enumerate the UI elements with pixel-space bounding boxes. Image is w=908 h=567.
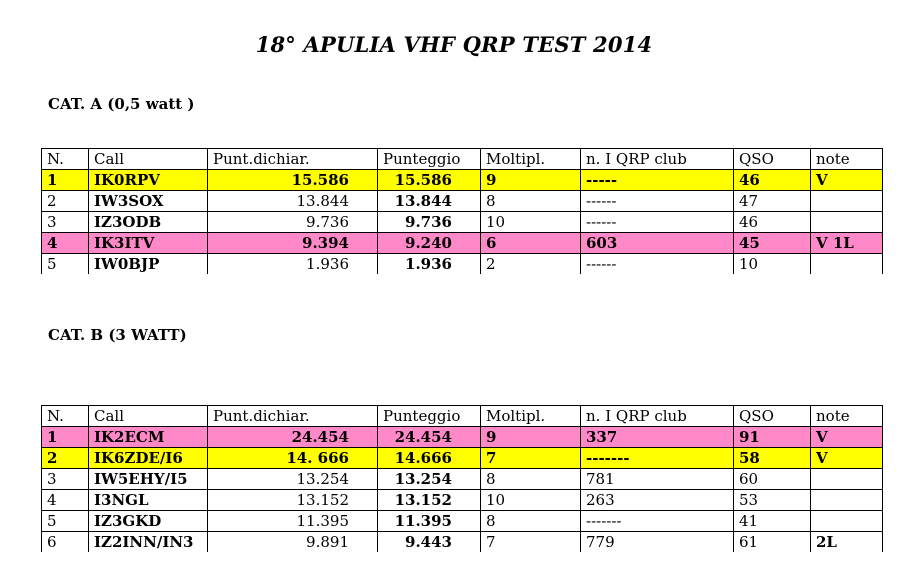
- cell-punt-dichiar: 13.844: [208, 191, 378, 212]
- cell-qrp-club: 603: [581, 233, 734, 254]
- cell-punt-dichiar: 1.936: [208, 254, 378, 275]
- table-row: [42, 448, 883, 469]
- cell-punteggio: 15.586: [378, 170, 481, 191]
- cell-note: V: [811, 170, 883, 191]
- cell-qso: 91: [734, 427, 811, 448]
- header-punt-dichiar: Punt.dichiar.: [208, 149, 378, 170]
- cell-qrp-club: -------: [581, 448, 734, 469]
- cell-punteggio: 24.454: [378, 427, 481, 448]
- cell-moltipl: 10: [481, 490, 581, 511]
- cell-punteggio: 9.240: [378, 233, 481, 254]
- cell-punteggio: 11.395: [378, 511, 481, 532]
- cell-moltipl: 8: [481, 511, 581, 532]
- cell-note: [811, 469, 883, 490]
- cell-punt-dichiar: 15.586: [208, 170, 378, 191]
- cell-punt-dichiar: 13.254: [208, 469, 378, 490]
- cell-note: [811, 191, 883, 212]
- cell-qso: 58: [734, 448, 811, 469]
- header-punteggio: Punteggio: [378, 406, 481, 427]
- cell-qrp-club: 779: [581, 532, 734, 553]
- cell-punteggio: 9.443: [378, 532, 481, 553]
- table-row: [42, 469, 883, 490]
- cell-qso: 41: [734, 511, 811, 532]
- cell-moltipl: 8: [481, 469, 581, 490]
- table-row: [42, 233, 883, 254]
- table-header-row: [42, 406, 883, 427]
- header-call: Call: [89, 406, 208, 427]
- category-b-body: [42, 406, 883, 553]
- cell-punt-dichiar: 9.394: [208, 233, 378, 254]
- header-punteggio: Punteggio: [378, 149, 481, 170]
- cell-qso: 61: [734, 532, 811, 553]
- header-call: Call: [89, 149, 208, 170]
- header-qso: QSO: [734, 406, 811, 427]
- cell-n: 4: [42, 233, 89, 254]
- header-note: note: [811, 406, 883, 427]
- cell-punt-dichiar: 9.891: [208, 532, 378, 553]
- cell-call: IK6ZDE/I6: [89, 448, 208, 469]
- header-qrp-club: n. I QRP club: [581, 406, 734, 427]
- cell-qso: 46: [734, 212, 811, 233]
- cell-call: IZ3GKD: [89, 511, 208, 532]
- cell-qrp-club: -----: [581, 170, 734, 191]
- table-row: [42, 532, 883, 553]
- cell-n: 5: [42, 511, 89, 532]
- cell-punteggio: 13.844: [378, 191, 481, 212]
- cell-moltipl: 7: [481, 532, 581, 553]
- cell-qrp-club: 263: [581, 490, 734, 511]
- table-row: [42, 490, 883, 511]
- header-n: N.: [42, 406, 89, 427]
- cell-n: 2: [42, 191, 89, 212]
- cell-qrp-club: 337: [581, 427, 734, 448]
- cell-punteggio: 13.152: [378, 490, 481, 511]
- table-row: [42, 170, 883, 191]
- header-note: note: [811, 149, 883, 170]
- cell-call: I3NGL: [89, 490, 208, 511]
- cell-call: IZ3ODB: [89, 212, 208, 233]
- cell-n: 5: [42, 254, 89, 275]
- cell-call: IZ2INN/IN3: [89, 532, 208, 553]
- cell-punt-dichiar: 14. 666: [208, 448, 378, 469]
- cell-moltipl: 8: [481, 191, 581, 212]
- cell-n: 1: [42, 170, 89, 191]
- cell-note: V 1L: [811, 233, 883, 254]
- cell-call: IW0BJP: [89, 254, 208, 275]
- cell-call: IK0RPV: [89, 170, 208, 191]
- cell-moltipl: 2: [481, 254, 581, 275]
- cell-note: [811, 511, 883, 532]
- cell-qrp-club: ------: [581, 212, 734, 233]
- cell-qrp-club: ------: [581, 191, 734, 212]
- cell-call: IW5EHY/I5: [89, 469, 208, 490]
- cell-punt-dichiar: 11.395: [208, 511, 378, 532]
- cell-moltipl: 7: [481, 448, 581, 469]
- cell-call: IK3ITV: [89, 233, 208, 254]
- cell-punt-dichiar: 24.454: [208, 427, 378, 448]
- cell-qso: 45: [734, 233, 811, 254]
- header-qrp-club: n. I QRP club: [581, 149, 734, 170]
- category-b-heading: CAT. B (3 WATT): [48, 326, 187, 344]
- cell-qso: 60: [734, 469, 811, 490]
- cell-qso: 10: [734, 254, 811, 275]
- cell-punteggio: 1.936: [378, 254, 481, 275]
- cell-qso: 47: [734, 191, 811, 212]
- table-row: [42, 254, 883, 275]
- cell-qso: 53: [734, 490, 811, 511]
- header-n: N.: [42, 149, 89, 170]
- cell-punteggio: 13.254: [378, 469, 481, 490]
- cell-n: 3: [42, 469, 89, 490]
- table-row: [42, 191, 883, 212]
- cell-qrp-club: -------: [581, 511, 734, 532]
- cell-punt-dichiar: 9.736: [208, 212, 378, 233]
- cell-note: [811, 490, 883, 511]
- cell-call: IK2ECM: [89, 427, 208, 448]
- cell-qso: 46: [734, 170, 811, 191]
- table-row: [42, 212, 883, 233]
- header-moltipl: Moltipl.: [481, 406, 581, 427]
- cell-punteggio: 14.666: [378, 448, 481, 469]
- cell-n: 4: [42, 490, 89, 511]
- cell-moltipl: 9: [481, 427, 581, 448]
- table-row: [42, 427, 883, 448]
- cell-note: V: [811, 448, 883, 469]
- cell-n: 1: [42, 427, 89, 448]
- cell-punteggio: 9.736: [378, 212, 481, 233]
- cell-n: 3: [42, 212, 89, 233]
- cell-moltipl: 10: [481, 212, 581, 233]
- cell-note: V: [811, 427, 883, 448]
- header-punt-dichiar: Punt.dichiar.: [208, 406, 378, 427]
- category-a-heading: CAT. A (0,5 watt ): [48, 95, 195, 113]
- cell-note: [811, 212, 883, 233]
- cell-call: IW3SOX: [89, 191, 208, 212]
- cell-qrp-club: 781: [581, 469, 734, 490]
- page-title: 18° APULIA VHF QRP TEST 2014: [255, 32, 653, 57]
- header-moltipl: Moltipl.: [481, 149, 581, 170]
- cell-n: 2: [42, 448, 89, 469]
- category-a-table: [41, 148, 883, 274]
- table-header-row: [42, 149, 883, 170]
- cell-moltipl: 6: [481, 233, 581, 254]
- header-qso: QSO: [734, 149, 811, 170]
- cell-note: 2L: [811, 532, 883, 553]
- category-b-table: [41, 405, 883, 552]
- cell-note: [811, 254, 883, 275]
- cell-qrp-club: ------: [581, 254, 734, 275]
- table-row: [42, 511, 883, 532]
- cell-n: 6: [42, 532, 89, 553]
- cell-punt-dichiar: 13.152: [208, 490, 378, 511]
- cell-moltipl: 9: [481, 170, 581, 191]
- category-a-body: [42, 149, 883, 275]
